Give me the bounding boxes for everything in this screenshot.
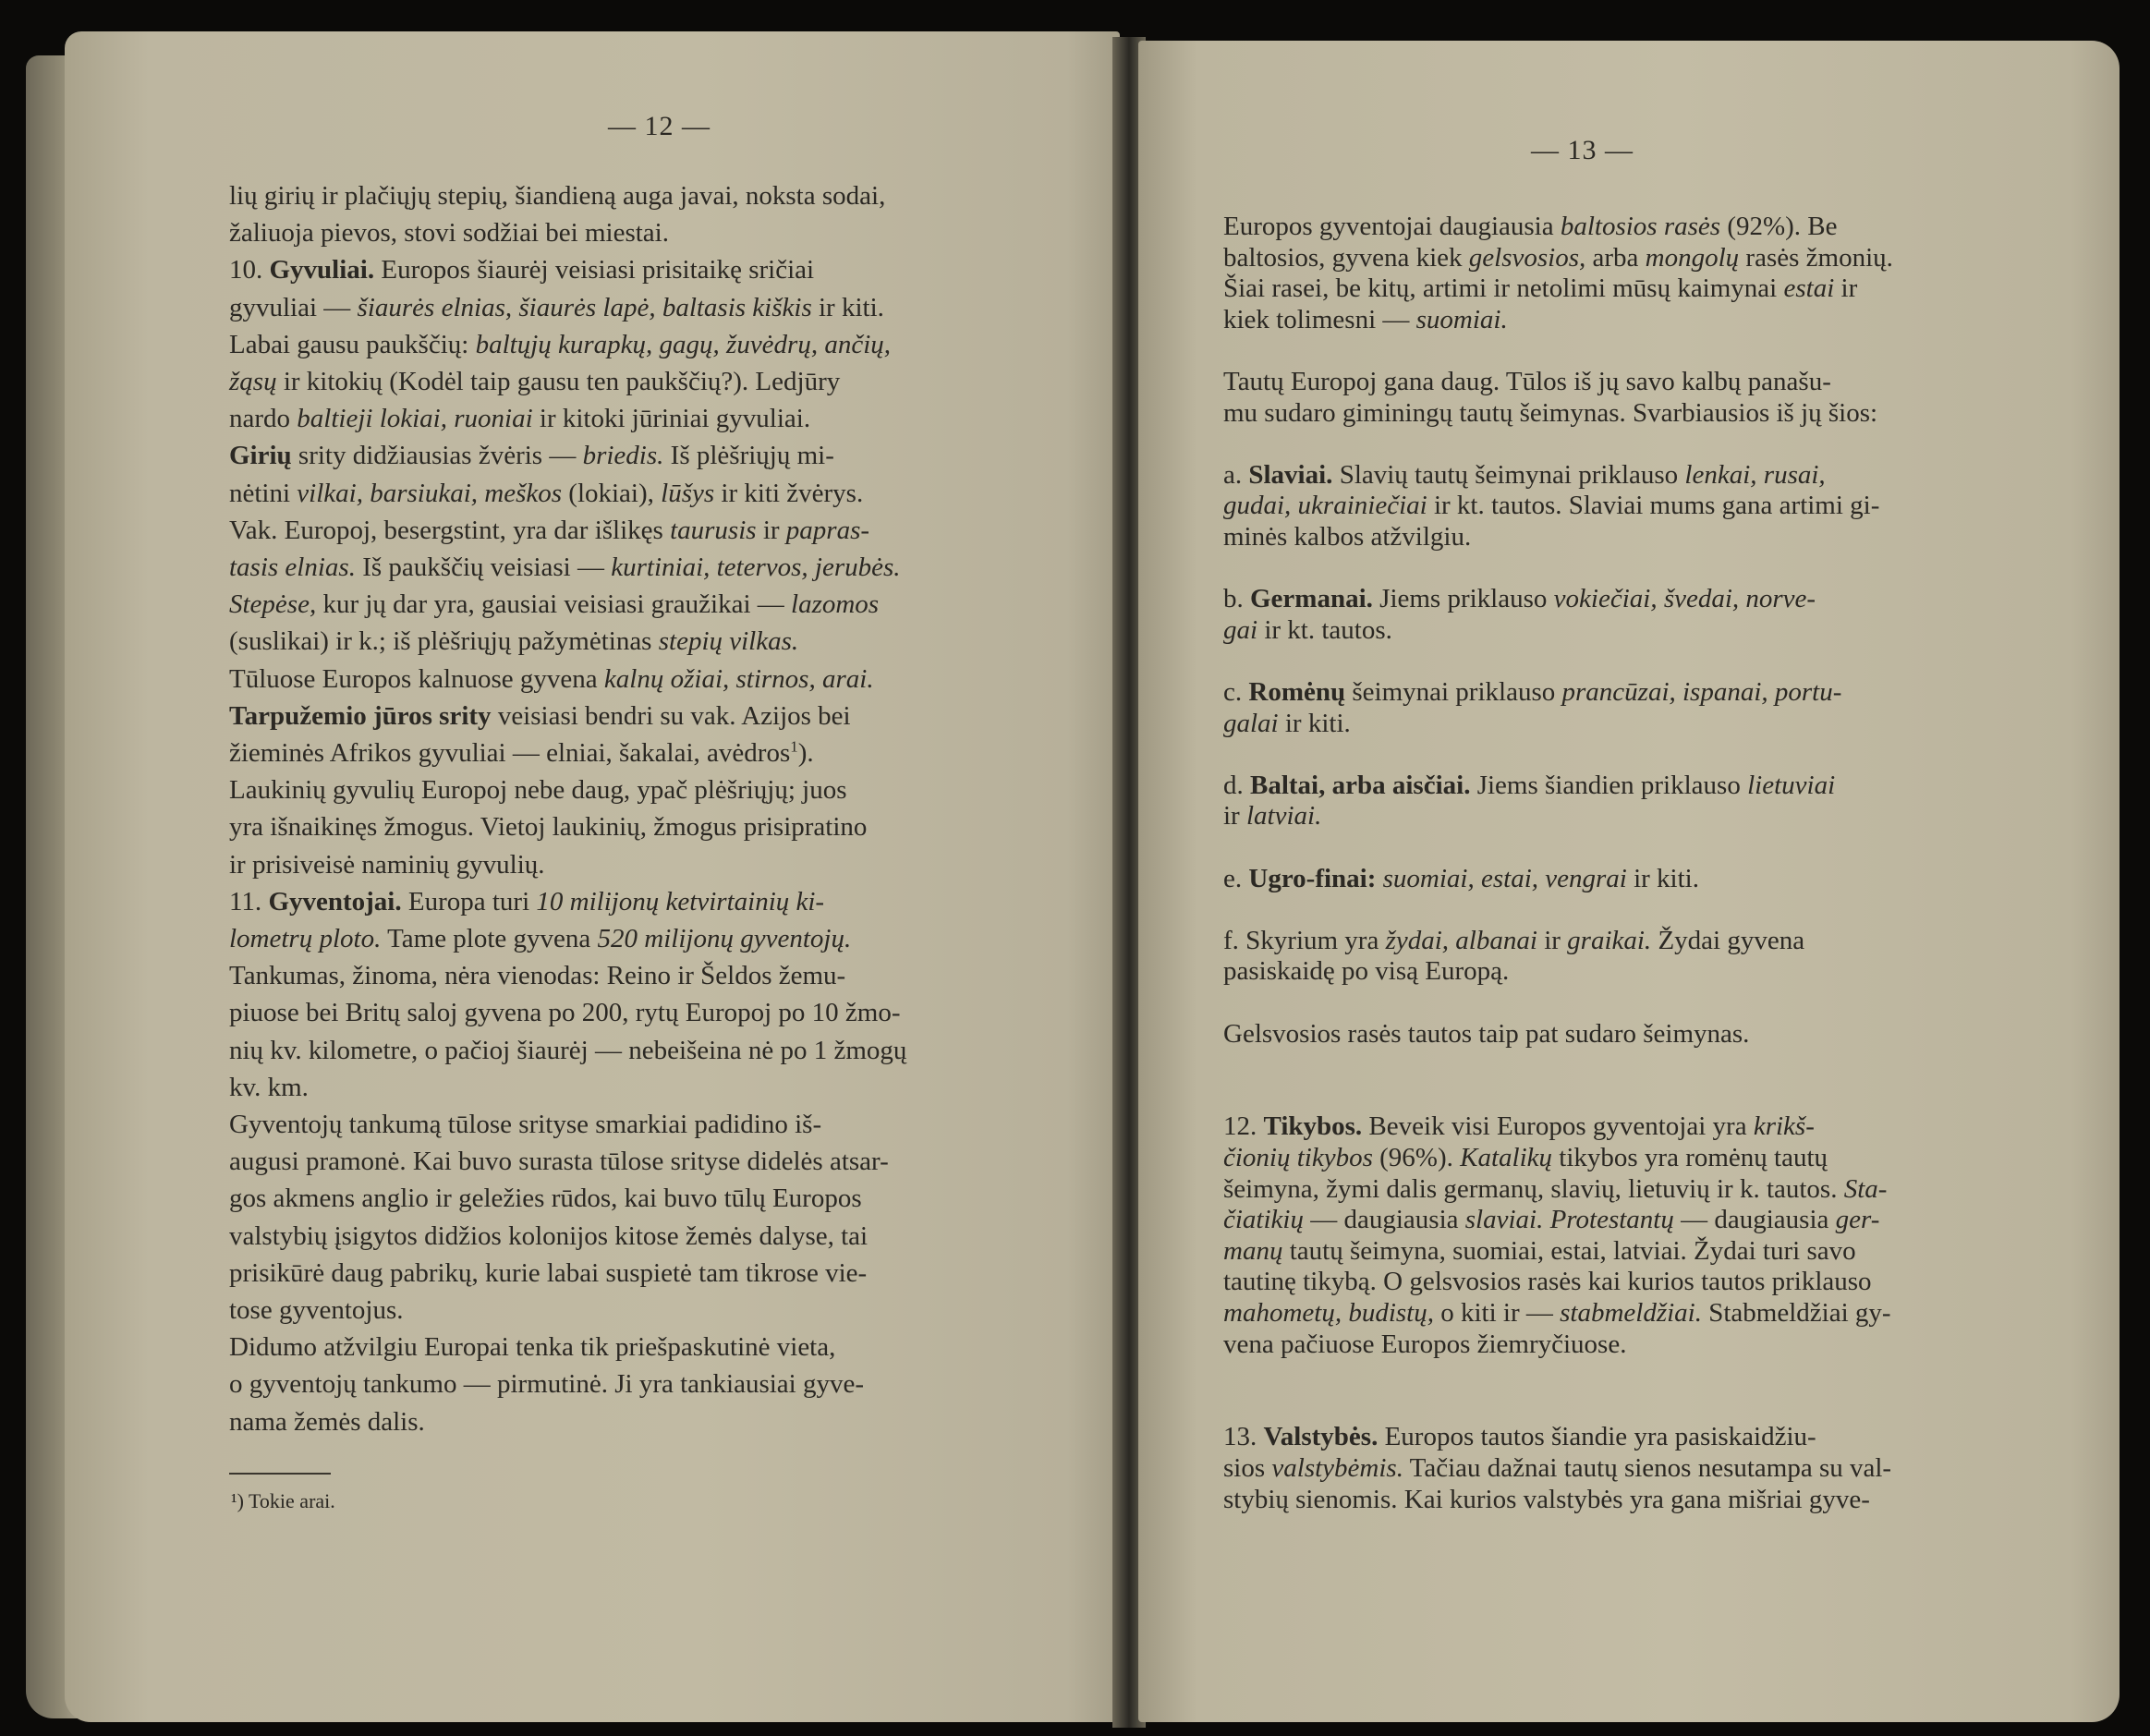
text-segment: 12. [1223, 1111, 1264, 1142]
text-segment: nių kv. kilometre, o pačioj šiaurėj — nebeišeina nė po 1 žmogų [229, 1035, 907, 1065]
text-segment: o gyventojų tankumo — pirmutinė. Ji yra tankiausiai gyve- [229, 1369, 865, 1400]
italic-term: žąsų [229, 367, 277, 396]
text-line [229, 625, 798, 659]
text-segment: šeimyna, žymi dalis germanų, slavių, lietuvių ir k. tautos. [1223, 1173, 1844, 1204]
text-line [229, 328, 891, 362]
text-line [229, 736, 814, 771]
text-segment: žieminės Afrikos gyvuliai — elniai, šakalai, avėdros [229, 738, 791, 768]
text-segment: tikybos yra romėnų tautų [1552, 1143, 1828, 1172]
text-line [1223, 1420, 1816, 1454]
text-line [1223, 303, 1508, 337]
text-line [229, 1405, 425, 1439]
text-segment: ir kt. tautos. [1257, 614, 1392, 645]
text-segment: Žydai gyvena [1651, 925, 1805, 955]
text-segment: o kiti ir — [1433, 1298, 1561, 1328]
text-segment: 1 [790, 737, 798, 756]
text-line [229, 848, 545, 882]
text-segment [1376, 864, 1382, 893]
text-segment: Iš plėšriųjų mi- [663, 441, 834, 471]
text-segment: gyvuliai — [229, 292, 358, 322]
text-line [1223, 1483, 1870, 1517]
text-line [229, 959, 845, 993]
text-segment: yra išnaikinęs žmogus. Vietoj laukinių, žmogus prisipratino [229, 812, 868, 843]
italic-term: Protestantų [1549, 1205, 1674, 1235]
text-segment: Vak. Europoj, besergstint, yra dar išlikęs [229, 515, 671, 545]
text-segment: veisiasi bendri su vak. Azijos bei [491, 700, 851, 731]
text-segment: arba [1585, 242, 1646, 273]
italic-term: vilkai, barsiukai, meškos [297, 478, 563, 508]
text-segment: žaliuoja pievos, stovi sodžiai bei miestai. [229, 218, 669, 249]
text-segment: minės kalbos atžvilgiu. [1223, 522, 1472, 552]
italic-term: vokiečiai, švedai, norve- [1553, 584, 1816, 614]
bold-heading: Gyventojai. [268, 886, 402, 917]
text-line [229, 810, 867, 844]
text-line [1223, 954, 1509, 989]
footnote: ¹) Tokie arai. [231, 1489, 335, 1512]
italic-term: estai [1783, 273, 1835, 304]
text-segment: šeimynai priklauso [1345, 677, 1562, 707]
italic-term: čionių tikybos [1223, 1143, 1373, 1172]
text-line [229, 1293, 404, 1328]
text-segment: Gyventojų tankumą tūlose srityse smarkiai padidino iš- [229, 1110, 822, 1139]
text-segment: Tačiau dažnai tautų sienos nesutampa su val- [1403, 1453, 1892, 1483]
text-segment: c. [1223, 677, 1249, 707]
text-segment: kiek tolimesni — [1223, 304, 1416, 334]
text-line [229, 922, 851, 956]
text-line [229, 662, 874, 697]
text-line [229, 773, 847, 807]
text-segment: Slavių tautų šeimynai priklauso [1332, 459, 1685, 490]
text-segment: ir kiti. [1278, 708, 1351, 738]
text-line [1223, 458, 1826, 492]
italic-term: žydai, albanai [1385, 925, 1537, 955]
text-segment: (lokiai), [562, 478, 662, 508]
text-segment: ir kiti žvėrys. [714, 478, 864, 508]
text-segment: stybių sienomis. Kai kurios valstybės yra gana mišriai gyve- [1223, 1484, 1870, 1514]
text-segment: augusi pramonė. Kai buvo surasta tūlose srityse didelės atsar- [229, 1147, 889, 1177]
text-line [1223, 582, 1816, 616]
bold-heading: Ugro-finai: [1248, 863, 1377, 893]
italic-term: stabmeldžiai. [1560, 1298, 1702, 1328]
text-segment: baltosios, gyvena kiek [1223, 242, 1469, 273]
text-line [1223, 396, 1877, 431]
text-segment: — daugiausia [1673, 1205, 1836, 1235]
text-segment: Šiai rasei, be kitų, artimi ir netolimi mūsų kaimynai [1223, 273, 1784, 304]
text-segment: rasės žmonių. [1739, 242, 1893, 273]
text-segment: Europos šiaurėj veisiasi prisitaikę sričiai [374, 255, 815, 285]
text-line [229, 514, 869, 548]
bold-heading: Tarpužemio jūros srity [229, 700, 492, 731]
text-segment: f. Skyrium yra [1223, 925, 1386, 955]
italic-term: šiaurės elnias, šiaurės lapė, baltasis kiškis [357, 292, 812, 322]
text-segment: Gelsvosios rasės tautos taip pat sudaro šeimynas. [1223, 1018, 1750, 1049]
text-segment: ir kt. tautos. Slaviai mums gana artimi gi- [1427, 491, 1880, 521]
text-segment: nėtini [229, 478, 298, 508]
text-line [229, 477, 863, 511]
text-line [1223, 1172, 1887, 1207]
bold-heading: Romėnų [1248, 677, 1346, 707]
bold-heading: Gyvuliai. [269, 255, 375, 285]
italic-term: slaviai. [1464, 1205, 1544, 1235]
text-line [1223, 1203, 1879, 1237]
italic-term: baltosios rasės [1560, 212, 1721, 241]
text-segment: ir kitoki jūriniai gyvuliai. [532, 404, 811, 434]
italic-term: gelsvosios, [1468, 242, 1586, 273]
text-segment: vena pačiuose Europos žiemryčiuose. [1223, 1329, 1627, 1359]
text-line [1223, 1296, 1891, 1330]
italic-term: stepių vilkas. [658, 626, 799, 657]
text-segment: ir kiti. [811, 292, 884, 322]
text-segment: (suslikai) ir k.; iš plėšriųjų pažymėtinas [229, 626, 659, 657]
italic-term: krikš- [1753, 1111, 1815, 1142]
text-segment: Laukinių gyvulių Europoj nebe daug, ypač plėšriųjų; juos [229, 775, 847, 806]
text-segment: Jiems šiandien priklauso [1470, 770, 1748, 800]
text-segment: ir [756, 515, 786, 545]
italic-term: prancūzai, ispanai, portu- [1561, 677, 1842, 707]
text-segment: piuose bei Britų saloj gyvena po 200, rytų Europoj po 10 žmo- [229, 998, 901, 1028]
italic-term: gai [1223, 614, 1258, 645]
text-segment: Tūluose Europos kalnuose gyvena [229, 663, 604, 694]
text-segment: tautinę tikybą. O gelsvosios rasės kai kurios tautos priklauso [1223, 1267, 1872, 1297]
text-line [1223, 1265, 1872, 1299]
text-segment: d. [1223, 770, 1250, 800]
text-segment: (96%). [1372, 1143, 1461, 1172]
text-segment: nardo [229, 404, 298, 434]
text-line [229, 291, 884, 325]
italic-term: lietuviai [1747, 770, 1836, 800]
italic-term: tasis elnias. [229, 552, 356, 582]
italic-term: kurtiniai, tetervos, jerubės. [611, 552, 901, 582]
text-line [229, 699, 851, 734]
text-segment: 13. [1223, 1422, 1264, 1452]
italic-term: lometrų ploto. [229, 924, 382, 953]
text-line [229, 1071, 309, 1105]
italic-term: graikai. [1567, 925, 1652, 955]
bold-heading: Tikybos. [1263, 1111, 1363, 1142]
italic-term: taurusis [670, 515, 757, 545]
text-segment: nama žemės dalis. [229, 1406, 425, 1437]
text-line [1223, 769, 1835, 803]
text-segment: prisikūrė daug pabrikų, kurie labai suspietė tam tikrose vie- [229, 1257, 868, 1288]
text-line [229, 885, 824, 919]
text-segment: Europos gyventojai daugiausia [1223, 212, 1561, 241]
text-segment: 11. [229, 886, 269, 917]
text-segment: Tankumas, žinoma, nėra vienodas: Reino ir Šeldos žemu- [229, 961, 846, 991]
text-line [1223, 520, 1471, 554]
text-segment: pasiskaidę po visą Europą. [1223, 956, 1510, 987]
bold-heading: Slaviai. [1248, 459, 1333, 490]
text-line [229, 1330, 835, 1365]
text-segment: Jiems priklauso [1372, 584, 1554, 614]
text-segment: tautų šeimyna, suomiai, estai, latviai. Žydai turi savo [1282, 1235, 1856, 1266]
italic-term: latviai. [1245, 801, 1322, 832]
italic-term: papras- [785, 515, 870, 545]
italic-term: suomiai. [1415, 304, 1508, 334]
text-segment: Europos tautos šiandie yra pasiskaidžiu- [1378, 1422, 1816, 1452]
text-line [1223, 489, 1879, 523]
italic-term: Katalikų [1460, 1143, 1553, 1172]
text-line [229, 1367, 864, 1402]
left-page-text [229, 179, 1061, 1473]
text-line [229, 588, 879, 622]
italic-term: baltųjų kurapkų, gagų, žuvėdrų, ančių, [475, 329, 892, 359]
italic-term: kalnų ožiai, stirnos, arai. [603, 663, 874, 694]
text-segment: Stabmeldžiai gy- [1701, 1298, 1891, 1328]
text-segment: Labai gausu paukščių: [229, 329, 476, 359]
right-page [1138, 41, 2120, 1722]
italic-term: mahometų, budistų, [1223, 1298, 1434, 1328]
italic-term: 10 milijonų ketvirtainių ki- [536, 886, 825, 917]
text-line [1223, 707, 1351, 741]
text-segment: e. [1223, 863, 1249, 893]
text-line [229, 402, 810, 436]
text-line [229, 1108, 821, 1142]
right-page-text [1223, 210, 2083, 1596]
text-line [1223, 1328, 1626, 1362]
text-line [1223, 862, 1699, 896]
text-line [1223, 799, 1321, 833]
text-line [1223, 272, 1857, 306]
text-segment: ir [1223, 801, 1246, 832]
text-line [1223, 365, 1831, 399]
text-segment: Iš paukščių veisiasi — [355, 552, 612, 582]
text-segment: ir prisiveisė naminių gyvulių. [229, 849, 545, 880]
text-segment: sios [1223, 1453, 1272, 1483]
text-segment: valstybių įsigytos didžios kolonijos kitose žemės dalyse, tai [229, 1220, 869, 1251]
text-segment: 10. [229, 255, 270, 285]
text-line [229, 996, 901, 1030]
text-line [229, 216, 669, 250]
text-line [1223, 1110, 1815, 1144]
left-page [65, 31, 1120, 1722]
text-line [229, 1182, 862, 1216]
italic-term: lūšys [661, 478, 715, 508]
text-line [229, 179, 885, 213]
text-segment: Didumo atžvilgiu Europai tenka tik priešpaskutinė vieta, [229, 1332, 836, 1363]
italic-term: gudai, ukrainiečiai [1223, 491, 1427, 521]
italic-term: Stepėse, [229, 589, 317, 620]
italic-term: briedis. [582, 441, 664, 471]
italic-term: lenkai, rusai, [1684, 459, 1826, 490]
italic-term: manų [1223, 1235, 1283, 1266]
text-line [1223, 210, 1838, 244]
text-segment: b. [1223, 584, 1250, 614]
text-line [1223, 675, 1841, 710]
text-segment: gos akmens anglio ir geležies rūdos, kai buvo tūlų Europos [229, 1184, 862, 1214]
text-segment: ir kitokių (Kodėl taip gausu ten paukščių?). Ledjūry [276, 367, 841, 396]
text-line [229, 365, 840, 399]
text-line [1223, 241, 1893, 275]
left-page-number: — 12 — [608, 111, 711, 141]
italic-term: valstybėmis. [1271, 1453, 1403, 1483]
text-segment: Europa turi [401, 886, 537, 917]
text-segment: lių girių ir plačiųjų stepių, šiandieną auga javai, noksta sodai, [229, 181, 886, 211]
text-line [229, 1034, 906, 1068]
italic-term: čiatikių [1223, 1205, 1304, 1235]
italic-term: galai [1223, 708, 1279, 738]
text-segment: — daugiausia [1303, 1205, 1465, 1235]
text-line [229, 1220, 868, 1254]
italic-term: mongolų [1645, 242, 1740, 273]
text-segment: kv. km. [229, 1072, 309, 1102]
text-line [229, 439, 834, 473]
text-line [1223, 613, 1392, 648]
italic-term: lazomos [791, 589, 880, 620]
text-line [1223, 924, 1804, 958]
italic-term: 520 milijonų gyventojų. [597, 924, 852, 953]
text-line [1223, 1451, 1891, 1486]
italic-term: baltieji lokiai, ruoniai [297, 404, 533, 434]
text-segment: tose gyventojus. [229, 1295, 404, 1325]
bold-heading: Girių [229, 441, 292, 471]
text-line [229, 253, 814, 287]
italic-term: ger- [1835, 1205, 1880, 1235]
text-line [1223, 1234, 1856, 1269]
text-segment: a. [1223, 459, 1249, 490]
text-segment: ir [1537, 925, 1568, 955]
text-segment: ). [797, 738, 814, 768]
text-segment: ir [1834, 273, 1858, 304]
text-segment: Tame plote gyvena [381, 924, 598, 953]
footnote-rule [229, 1473, 331, 1475]
text-segment: Beveik visi Europos gyventojai yra [1362, 1111, 1754, 1142]
right-page-number: — 13 — [1531, 135, 1634, 165]
text-line [1223, 1141, 1828, 1175]
bold-heading: Baltai, arba aisčiai. [1250, 770, 1471, 800]
text-segment: kur jų dar yra, gausiai veisiasi graužikai — [316, 589, 792, 620]
text-segment: (92%). Be [1720, 212, 1838, 241]
bold-heading: Germanai. [1250, 584, 1373, 614]
text-line [1223, 1017, 1749, 1051]
text-line [229, 1145, 889, 1179]
bold-heading: Valstybės. [1263, 1422, 1379, 1452]
italic-term: suomiai, estai, vengrai [1382, 863, 1627, 893]
text-segment: srity didžiausias žvėris — [291, 441, 583, 471]
text-line [229, 1256, 867, 1291]
text-line [229, 551, 901, 585]
italic-term: Sta- [1843, 1173, 1888, 1204]
text-segment: Tautų Europoj gana daug. Tūlos iš jų savo kalbų panašu- [1223, 367, 1831, 396]
text-segment: mu sudaro giminingų tautų šeimynas. Svarbiausios iš jų šios: [1223, 397, 1878, 428]
text-segment: ir kiti. [1626, 863, 1699, 893]
text-segment [1543, 1205, 1549, 1234]
